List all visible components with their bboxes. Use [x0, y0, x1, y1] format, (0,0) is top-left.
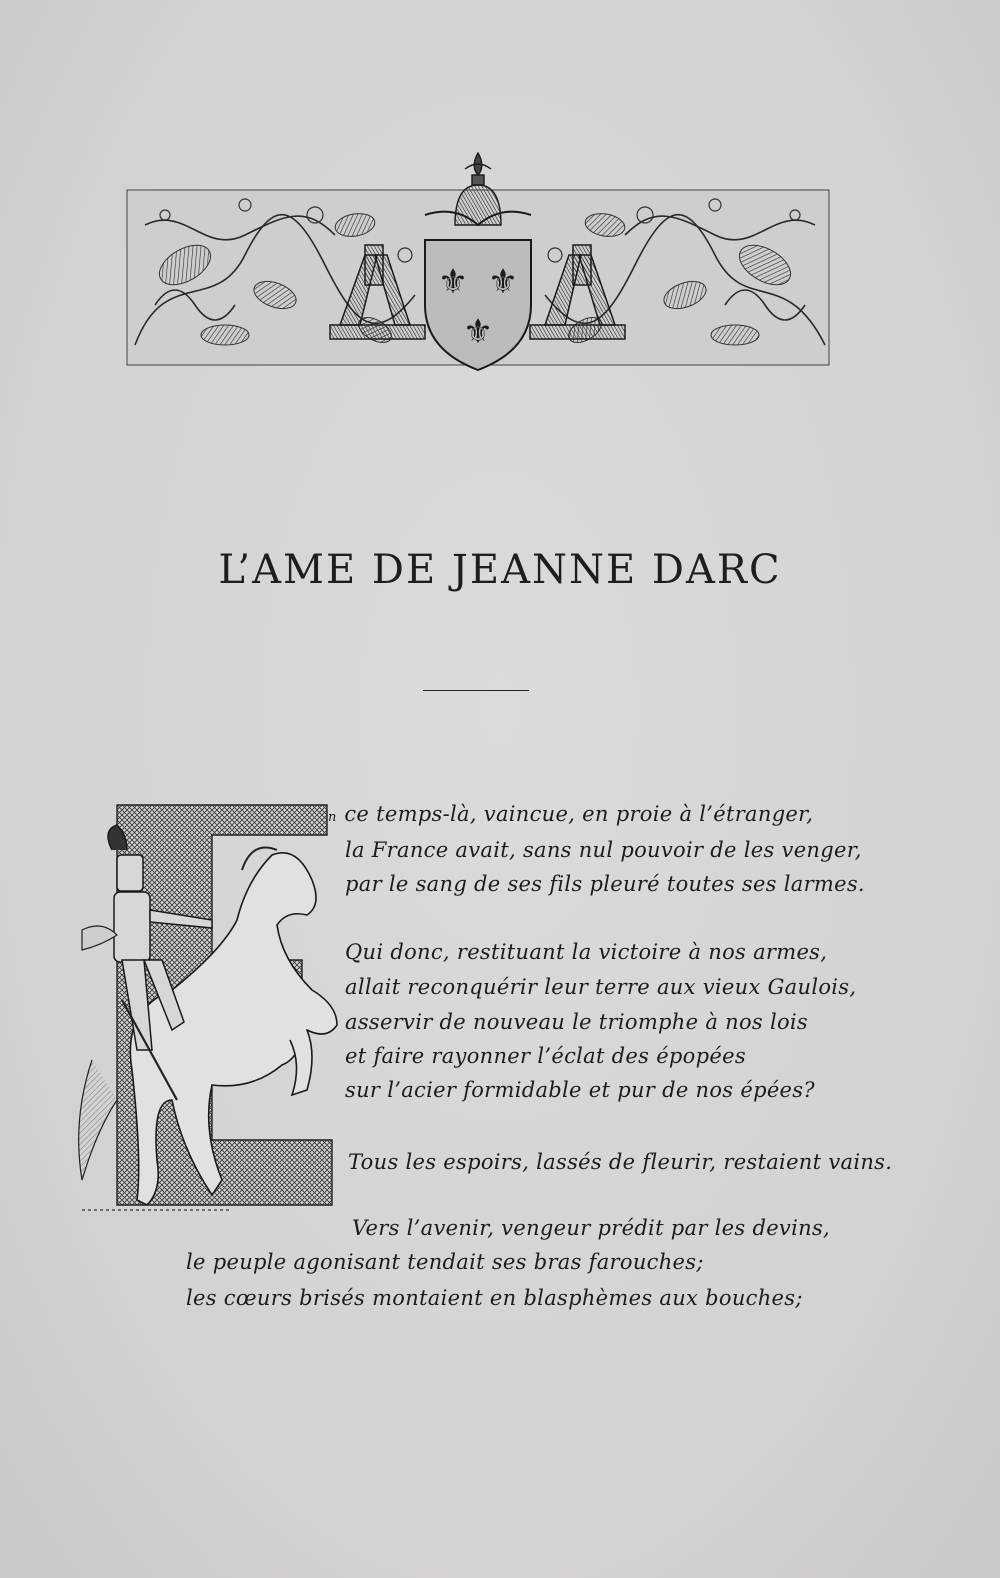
- poem-line: par le sang de ses fils pleuré toutes ses larmes.: [345, 872, 865, 896]
- poem-line: n ce temps-là, vaincue, en proie à l’étranger,: [328, 802, 814, 826]
- page-title: L’AME DE JEANNE DARC: [218, 547, 782, 593]
- poem-line: et faire rayonner l’éclat des épopées: [345, 1044, 746, 1068]
- svg-text:⚜: ⚜: [437, 262, 469, 302]
- poem-line: asservir de nouveau le triomphe à nos lois: [345, 1010, 808, 1034]
- heraldic-headpiece-illustration: [125, 145, 831, 373]
- poem-line: Vers l’avenir, vengeur prédit par les devins,: [352, 1216, 830, 1240]
- poem-line: le peuple agonisant tendait ses bras farouches;: [186, 1250, 704, 1274]
- svg-text:⚜: ⚜: [462, 312, 494, 352]
- illustrated-drop-cap-knight-on-horse: [62, 800, 352, 1220]
- drop-cap-continuation: n: [328, 810, 338, 825]
- poem-line: sur l’acier formidable et pur de nos épées?: [345, 1078, 815, 1102]
- poem-line: les cœurs brisés montaient en blasphèmes aux bouches;: [186, 1286, 803, 1310]
- title-divider: [423, 690, 529, 691]
- poem-line: la France avait, sans nul pouvoir de les venger,: [345, 838, 862, 862]
- poem-line: allait reconquérir leur terre aux vieux Gaulois,: [345, 975, 857, 999]
- svg-text:⚜: ⚜: [487, 262, 519, 302]
- poem-line: Qui donc, restituant la victoire à nos armes,: [345, 940, 828, 964]
- poem-line: Tous les espoirs, lassés de fleurir, restaient vains.: [348, 1150, 893, 1174]
